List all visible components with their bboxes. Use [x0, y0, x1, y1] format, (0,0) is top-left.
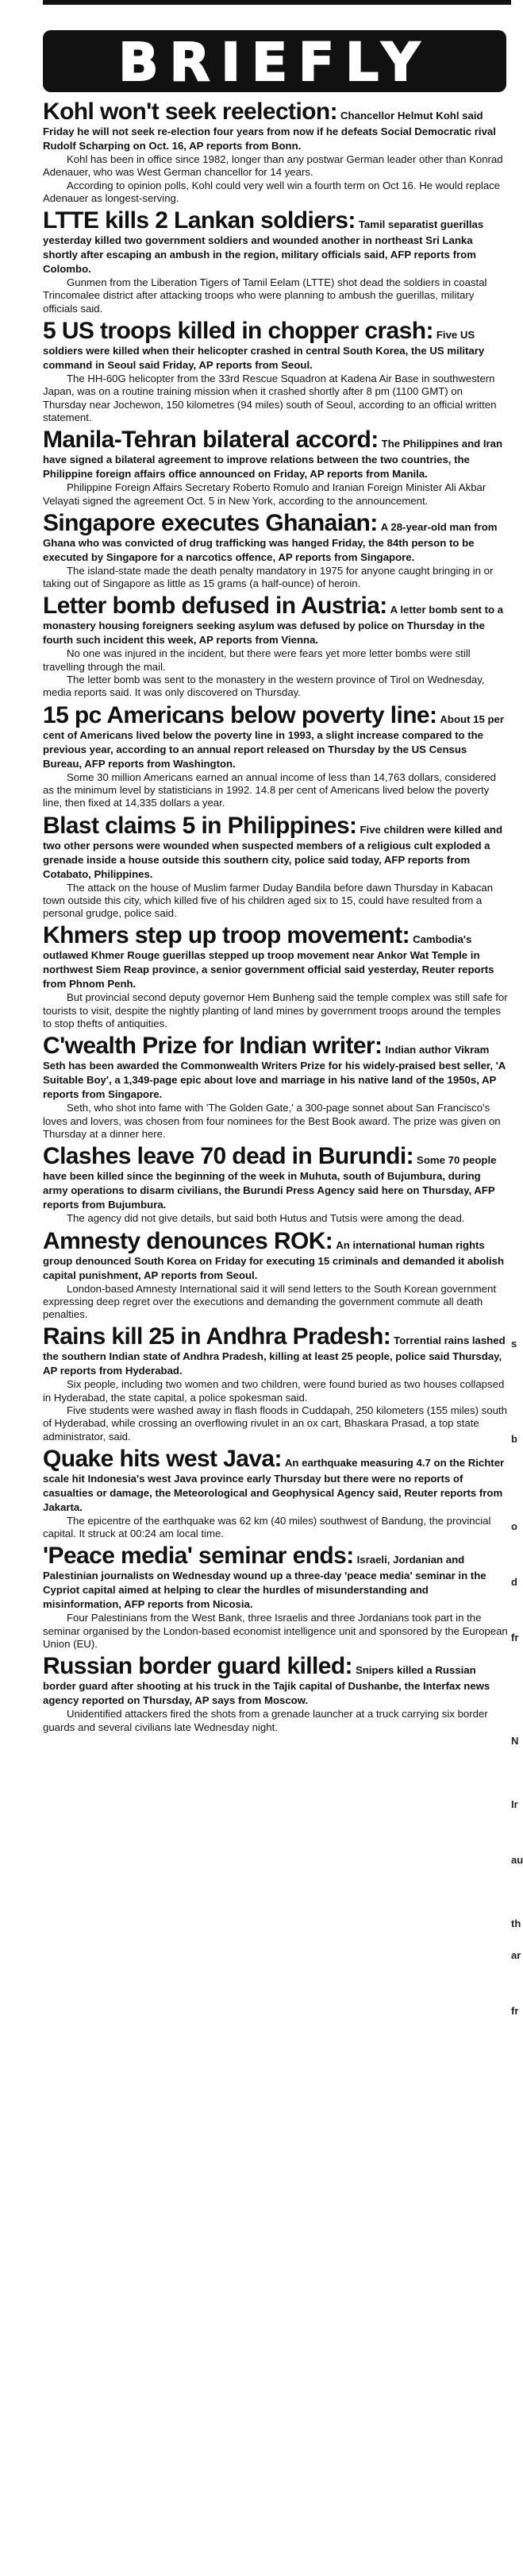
- brief-paragraph: Kohl has been in office since 1982, longer than any postwar German leader other than Konrad Adenauer, who was West German chancellor for 14 years.: [43, 153, 503, 179]
- brief-headline: Khmers step up troop movement:: [43, 922, 410, 949]
- brief-headline: Manila-Tehran bilateral accord:: [43, 427, 379, 454]
- margin-fragment: N: [511, 1735, 519, 1747]
- brief-paragraph: London-based Amnesty International said it will send letters to the South Korean government expressing deep regret over the executions and demanding the government commute all death penalties.: [43, 1282, 497, 1321]
- brief-paragraph: The island-state made the death penalty mandatory in 1975 for anyone caught bringing in or taking out of Singapore as little as 15 grams (a half-ounce) of heroin.: [43, 564, 494, 590]
- news-brief: [43, 1228, 508, 1322]
- brief-paragraph: But provincial second deputy governor Hem Bunheng said the temple complex was still safe for tourists to visit, despite the nightly planting of land mines by government troops around the temples to stop thefts of antiquities.: [43, 991, 508, 1030]
- news-brief: [43, 1033, 508, 1141]
- brief-lead-text: An earthquake measuring 4.7 on the Richter scale hit Indonesia's west Java province early Thursday but there were no reports of casualties or damage, the Meteorological and Geophysical Agency said, Reuter reports from Jakarta.: [43, 1456, 505, 1513]
- news-brief: [43, 1446, 508, 1541]
- brief-lead-text: Some 70 people have been killed since the beginning of the week in Muhuta, south of Bujumbura, during army operations to disarm civilians, the Burundi Press Agency said here on Thursday, AFP reports from Bujumbura.: [43, 1154, 497, 1211]
- margin-fragment: b: [511, 1433, 517, 1445]
- news-brief: [43, 1653, 508, 1734]
- news-brief: [43, 702, 508, 810]
- brief-paragraph: Five students were washed away in flash floods in Cuddapah, 250 kilometers (155 miles) south of Hyderabad, while crossing an overflowing rivulet in an ox cart, Bhaskara Prasad, a top state administrator, said.: [43, 1404, 507, 1442]
- brief-headline: C'wealth Prize for Indian writer:: [43, 1033, 383, 1060]
- brief-paragraph: The HH-60G helicopter from the 33rd Rescue Squadron at Kadena Air Base in southwestern Japan, was on a routine training mission when it crashed shortly after 8 pm (1100 GMT) on Thursday near Jochewon, 150 kilometres (94 miles) south of Seoul, according to an official written statement.: [43, 373, 497, 423]
- news-brief: [43, 593, 508, 699]
- briefly-banner: [43, 30, 506, 92]
- brief-lead-text: About 15 per cent of Americans lived below the poverty line in 1993, a slight increase compared to the previous year, according to an annual report released on Thursday by the US Census Bureau, AFP reports from Washington.: [43, 713, 505, 770]
- brief-headline: 5 US troops killed in chopper crash:: [43, 318, 433, 345]
- brief-paragraph: No one was injured in the incident, but there were fears yet more letter bombs were still travelling through the mail.: [43, 647, 471, 673]
- top-rule: [43, 0, 511, 5]
- brief-lead-text: Indian author Vikram Seth has been awarded the Commonwealth Writers Prize for his widely-praised best seller, 'A Suitable Boy', a 1,349-page epic about love and marriage in his native land of the 1950s, AP reports from Singapore.: [43, 1044, 506, 1101]
- brief-headline: 'Peace media' seminar ends:: [43, 1543, 354, 1570]
- brief-paragraph: Philippine Foreign Affairs Secretary Roberto Romulo and Iranian Foreign Minister Ali Akbar Velayati signed the agreement Oct. 5 in New York, according to the announcement.: [43, 481, 486, 507]
- brief-lead-text: Snipers killed a Russian border guard after shooting at his truck in the Tajik capital of Dushanbe, the Interfax news agency reported on Thursday, AP says from Moscow.: [43, 1664, 490, 1707]
- margin-fragment: d: [511, 1576, 517, 1588]
- brief-headline: 15 pc Americans below poverty line:: [43, 701, 437, 728]
- news-brief: [43, 510, 508, 591]
- banner-title: BRIEFLY: [118, 32, 431, 93]
- news-brief: [43, 1543, 508, 1651]
- brief-headline: Quake hits west Java:: [43, 1445, 282, 1472]
- brief-headline: Kohl won't seek reelection:: [43, 98, 338, 125]
- margin-fragment: au: [511, 1854, 523, 1866]
- brief-headline: Rains kill 25 in Andhra Pradesh:: [43, 1323, 391, 1350]
- brief-paragraph: The letter bomb was sent to the monastery in the western province of Tirol on Wednesday, media reports said. It was only discovered on Thursday.: [43, 674, 485, 699]
- brief-lead-text: A 28-year-old man from Ghana who was convicted of drug trafficking was hanged Friday, the 84th person to be executed by Singapore for a narcotics offence, AP reports from Singapore.: [43, 520, 498, 563]
- news-brief: [43, 318, 508, 424]
- news-brief: [43, 207, 508, 315]
- brief-paragraph: Some 30 million Americans earned an annual income of less than 14,763 dollars, considered as the minimum level by statisticians in 1992. 14.8 per cent of Americans lived below the poverty line, then fixed at 14,335 dollars a year.: [43, 770, 497, 809]
- brief-lead-text: A letter bomb sent to a monastery housing foreigners seeking asylum was defused by police on Thursday in the fourth such incident this week, AP reports from Vienna.: [43, 604, 504, 647]
- brief-paragraph: Unidentified attackers fired the shots from a grenade launcher at a truck carrying six border guards and several civilians late Wednesday night.: [43, 1708, 488, 1733]
- brief-lead-text: Israeli, Jordanian and Palestinian journalists on Wednesday wound up a three-day 'peace media' seminar in the Cypriot capital aimed at helping to clear the hurdles of misunderstanding and misinformation, AFP reports from Nicosia.: [43, 1554, 486, 1611]
- brief-lead-text: Cambodia's outlawed Khmer Rouge guerillas stepped up troop movement near Ankor Wat Temple in northwest Siem Reap province, a senior government official said yesterday, Reuter reports from Phnom Penh.: [43, 933, 494, 991]
- margin-fragment: th: [511, 1918, 521, 1929]
- brief-paragraph: Four Palestinians from the West Bank, three Israelis and three Jordanians took part in the seminar organised by the London-based economist intelligence unit and sponsored by the European Union (EU).: [43, 1612, 508, 1651]
- news-brief: [43, 1323, 508, 1442]
- news-brief: [43, 922, 508, 1030]
- brief-lead-text: Torrential rains lashed the southern Indian state of Andhra Pradesh, killing at least 25 people, police said Thursday, AP reports from Hyderabad.: [43, 1334, 506, 1377]
- brief-headline: Blast claims 5 in Philippines:: [43, 812, 357, 839]
- brief-headline: Russian border guard killed:: [43, 1653, 352, 1680]
- margin-fragment: fr: [511, 2005, 519, 2017]
- brief-headline: LTTE kills 2 Lankan soldiers:: [43, 207, 356, 234]
- brief-headline: Clashes leave 70 dead in Burundi:: [43, 1143, 414, 1170]
- news-brief: [43, 427, 508, 508]
- margin-fragment: o: [511, 1520, 517, 1532]
- brief-lead-text: Five children were killed and two other persons were wounded when suspected members of a religious cult exploded a grenade inside a house outside this southern city, police said today, AFP reports from Cotabato, Philippines.: [43, 823, 503, 880]
- brief-lead-text: Five US soldiers were killed when their helicopter crashed in central South Korea, the US military command in Seoul said Friday, AP reports from Seoul.: [43, 329, 485, 372]
- brief-lead-text: An international human rights group denounced South Korea on Friday for executing 15 criminals and demanded it abolish capital punishment, AP reports from Seoul.: [43, 1238, 505, 1281]
- brief-paragraph: The attack on the house of Muslim farmer Duday Bandila before dawn Thursday in Kabacan town outside this city, which killed five of his children aged six to 15, could have resulted from a personal grudge, police said.: [43, 881, 494, 920]
- margin-fragment: ar: [511, 1949, 521, 1961]
- brief-lead-text: The Philippines and Iran have signed a bilateral agreement to improve relations between the two countries, the Philippine foreign affairs office announced on Friday, AP reports from Manila.: [43, 438, 503, 481]
- brief-paragraph: The epicentre of the earthquake was 62 km (40 miles) southwest of Bandung, the provincial capital. It struck at 00:24 am local time.: [43, 1514, 491, 1540]
- news-brief: [43, 813, 508, 921]
- brief-paragraph: According to opinion polls, Kohl could very well win a fourth term on Oct 16. He would replace Adenauer as longest-serving.: [43, 179, 501, 204]
- news-brief: [43, 1143, 508, 1225]
- brief-paragraph: Six people, including two women and two children, were found buried as two houses collapsed in Hyderabad, the state capital, a police spokesman said.: [43, 1378, 505, 1404]
- margin-fragment: s: [511, 1338, 517, 1350]
- brief-lead-text: Chancellor Helmut Kohl said Friday he will not seek re-election four years from now if he defeats Social Democratic rival Rudolf Scharping on Oct. 16, AP reports from Bonn.: [43, 110, 496, 152]
- brief-paragraph: The agency did not give details, but said both Hutus and Tutsis were among the dead.: [67, 1212, 465, 1225]
- margin-fragment: Ir: [511, 1798, 518, 1810]
- brief-headline: Amnesty denounces ROK:: [43, 1227, 333, 1254]
- news-brief: [43, 98, 508, 205]
- news-column: [43, 98, 508, 1736]
- brief-headline: Singapore executes Ghanaian:: [43, 509, 378, 536]
- adjacent-column-fragment: [511, 98, 521, 2561]
- margin-fragment: fr: [511, 1632, 519, 1643]
- brief-lead-text: Tamil separatist guerillas yesterday killed two government soldiers and wounded another in northeast Sri Lanka shortly after escaping an ambush in the region, military officials said, AFP reports from Colombo.: [43, 218, 484, 276]
- brief-headline: Letter bomb defused in Austria:: [43, 593, 387, 620]
- brief-paragraph: Seth, who shot into fame with 'The Golden Gate,' a 300-page sonnet about San Francisco's loves and lovers, was chosen from four nominees for the Best Book award. The prize was given on Thursday at a dinner here.: [43, 1102, 501, 1140]
- brief-paragraph: Gunmen from the Liberation Tigers of Tamil Eelam (LTTE) shot dead the soldiers in coastal Trincomalee district after attacking troops who were planning to ambush the guerillas, military officials said.: [43, 276, 487, 315]
